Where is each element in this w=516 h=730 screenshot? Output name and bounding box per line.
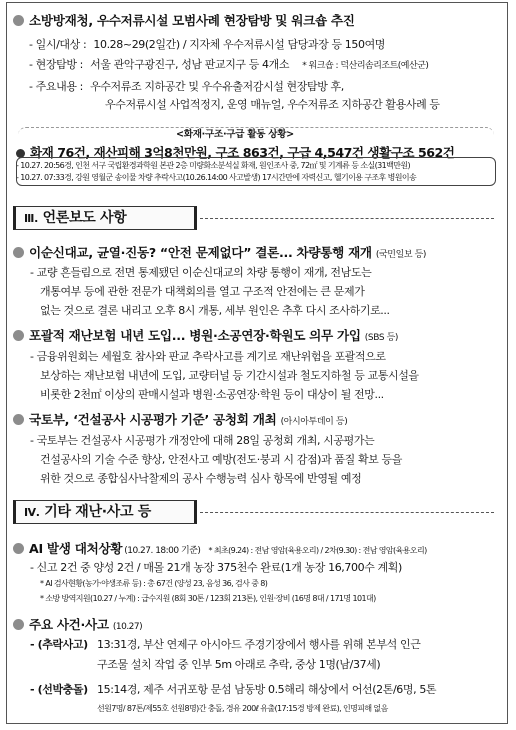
ai-status-line: - 신고 2건 중 양성 2건 / 매몰 21개 농장 375천수 완료(1개 농장 16,700수 계획): [30, 561, 402, 574]
accident-2-line: 선원7명/ 87톤/제55호 선원8명)간 충돌, 경유 200ℓ 유출(17:15경 방제 완료), 인명피해 없음: [97, 704, 388, 713]
accidents-title: 주요 사건·사고: [29, 617, 109, 632]
event-row-content: [29, 78, 344, 94]
news-item-3-line: - 국토부는 건설공사 시공평가 개정안에 대해 28일 공청회 개최, 시공평가는: [30, 434, 375, 447]
news-item-2-line: 비롯한 2천㎡ 이상의 판매시설과 병원·소공연장·학원 등이 대상이 될 전망...: [40, 388, 384, 401]
row-text: 10.28~29(2일간) / 지자체 우수저류시설 담당과장 등 150여명: [93, 38, 386, 51]
accident-1-line: 13:31경, 부산 연제구 아시아드 주경기장에서 행사를 위해 본부석 인근: [97, 638, 421, 651]
ai-title: AI 발생 대처상황: [29, 541, 123, 556]
event-heading: [13, 10, 355, 29]
row-text: 우수저류조 지하공간 및 우수유출저감시설 현장탐방 후,: [90, 80, 344, 93]
news-item-1-line: 없는 것으로 결론 내리고 오후 8시 개통, 세부 원인은 추후 다시 조사하기로...: [40, 304, 390, 317]
fire-detail-1: - 10.27. 20:56경, 인천 서구 국립환경과학원 본관 2층 미량화소분석실 화재, 원인조사 중, 72㎡ 및 기계류 등 소실(31백만원): [16, 161, 410, 170]
fire-detail-2: - 10.27. 07:33경, 강원 영월군 송이물 차량 추락사고(10.26.14:00 사고발생) 17시간만에 자력신고, 헬기이용 구조후 병원이송: [16, 173, 417, 182]
ai-heading: [13, 538, 427, 557]
news-item-3-line: 위한 것으로 종합심사낙찰제의 공사 수행능력 심사 항목에 반영될 예정: [40, 472, 362, 485]
bullet-icon: [13, 414, 24, 425]
accident-1-line: 구조물 설치 작업 중 인부 5m 아래로 추락, 중상 1명(남/37세): [97, 658, 381, 671]
news-item-1-line: - 교량 흔들림으로 전면 통제됐던 이순신대교의 차량 통행이 재개, 전남도는: [30, 266, 372, 279]
ai-time: (10.27. 18:00 기준): [124, 546, 201, 556]
section3-heading: [13, 206, 197, 230]
section-title: 언론보도 사항: [42, 210, 127, 226]
row-label: - 주요내용 :: [29, 80, 83, 93]
event-row-schedule: [29, 36, 385, 52]
news-item-2-title: [13, 325, 398, 344]
fire-status-header: <화재·구조·구급 활동 상황>: [176, 129, 294, 140]
bullet-icon: [13, 543, 24, 554]
news-item-3-title: [13, 409, 347, 428]
event-row-content-cont: 우수저류시설 사업적정지, 운영 매뉴얼, 우수저류조 지하공간 활용사례 등: [105, 98, 440, 111]
bullet-icon: [13, 330, 24, 341]
news-item-2-line: 보상하는 재난보험 내년에 도입, 교량터널 등 기간시설과 철도지하철 등 교통시설을: [40, 369, 419, 382]
fire-detail-box: [16, 157, 496, 186]
bullet-icon: [13, 619, 24, 630]
news-title: 이순신대교, 균열·진동? “안전 문제없다” 결론... 차량통행 재개: [29, 245, 372, 260]
summary-text: 화재 76건, 재산피해 3억8천만원, 구조 863건, 구급 4,547건 생활구조 562건: [30, 145, 455, 160]
accident-2-tag: - (선박충돌): [30, 683, 88, 696]
section-number: Ⅲ.: [24, 212, 38, 225]
event-row-site: [29, 56, 428, 72]
accident-1-tag: - (추락사고): [30, 638, 88, 651]
ai-note: * 최초(9.24) : 전남 영암(육용오리) / 2차(9.30) : 전남 영암(육용오리): [208, 546, 427, 555]
section3-rule: [200, 218, 494, 219]
news-item-1-line: 개통여부 등에 관한 전문가 대책회의를 열고 구조적 안전에는 큰 문제가: [40, 285, 365, 298]
news-item-2-line: - 금융위원회는 세월호 참사와 판교 추락사고를 계기로 재난위험을 포괄적으로: [30, 350, 386, 363]
row-note: * 워크숍 : 덕산리솜리조트(예산군): [302, 61, 429, 71]
section-title: 기타 재난·사고 등: [44, 504, 151, 520]
accident-2-line: 15:14경, 제주 서귀포항 문섬 남동방 0.5해리 해상에서 어선(2톤/6명, 5톤: [97, 683, 437, 696]
row-label: - 현장탐방 :: [29, 58, 83, 71]
event-title: 소방방재청, 우수저류시설 모범사례 현장탐방 및 워크숍 추진: [29, 13, 355, 28]
bullet-icon: [13, 247, 24, 258]
bullet-icon: [13, 15, 24, 26]
news-source: (국민일보 등): [375, 250, 427, 260]
news-title: 포괄적 재난보험 내년 도입... 병원·소공연장·학원도 의무 가입: [29, 328, 361, 343]
ai-sub-line-1: * AI 검사현황(농가·야생조류 등) : 총 67건 (양성 23, 음성 36, 검사 중 8): [40, 579, 268, 588]
section4-rule: [200, 512, 494, 513]
news-item-3-line: 건설공사의 기술 수준 향상, 안전사고 예방(전도·붕괴 시 감점)과 품질 확보 등을: [40, 453, 402, 466]
row-label: - 일시/대상 :: [29, 38, 87, 51]
ai-sub-line-2: * 소방 방역지원(10.27 / 누계) : 급수지원 (8회 30톤 / 123회 213톤), 인원·장비 (16명 8대 / 171명 101대): [40, 594, 376, 603]
section4-heading: [13, 500, 197, 524]
section-number: Ⅳ.: [24, 506, 40, 519]
news-source: (아시아투데이 등): [280, 417, 348, 427]
accidents-heading: [13, 614, 142, 633]
news-item-1-title: [13, 242, 426, 261]
news-title: 국토부, ‘건설공사 시공평가 기준’ 공청회 개최: [29, 412, 277, 427]
row-text: 서울 관악구광진구, 성남 판교지구 등 4개소: [90, 58, 290, 71]
accidents-date: (10.27): [112, 622, 143, 632]
news-source: (SBS 등): [364, 333, 399, 343]
